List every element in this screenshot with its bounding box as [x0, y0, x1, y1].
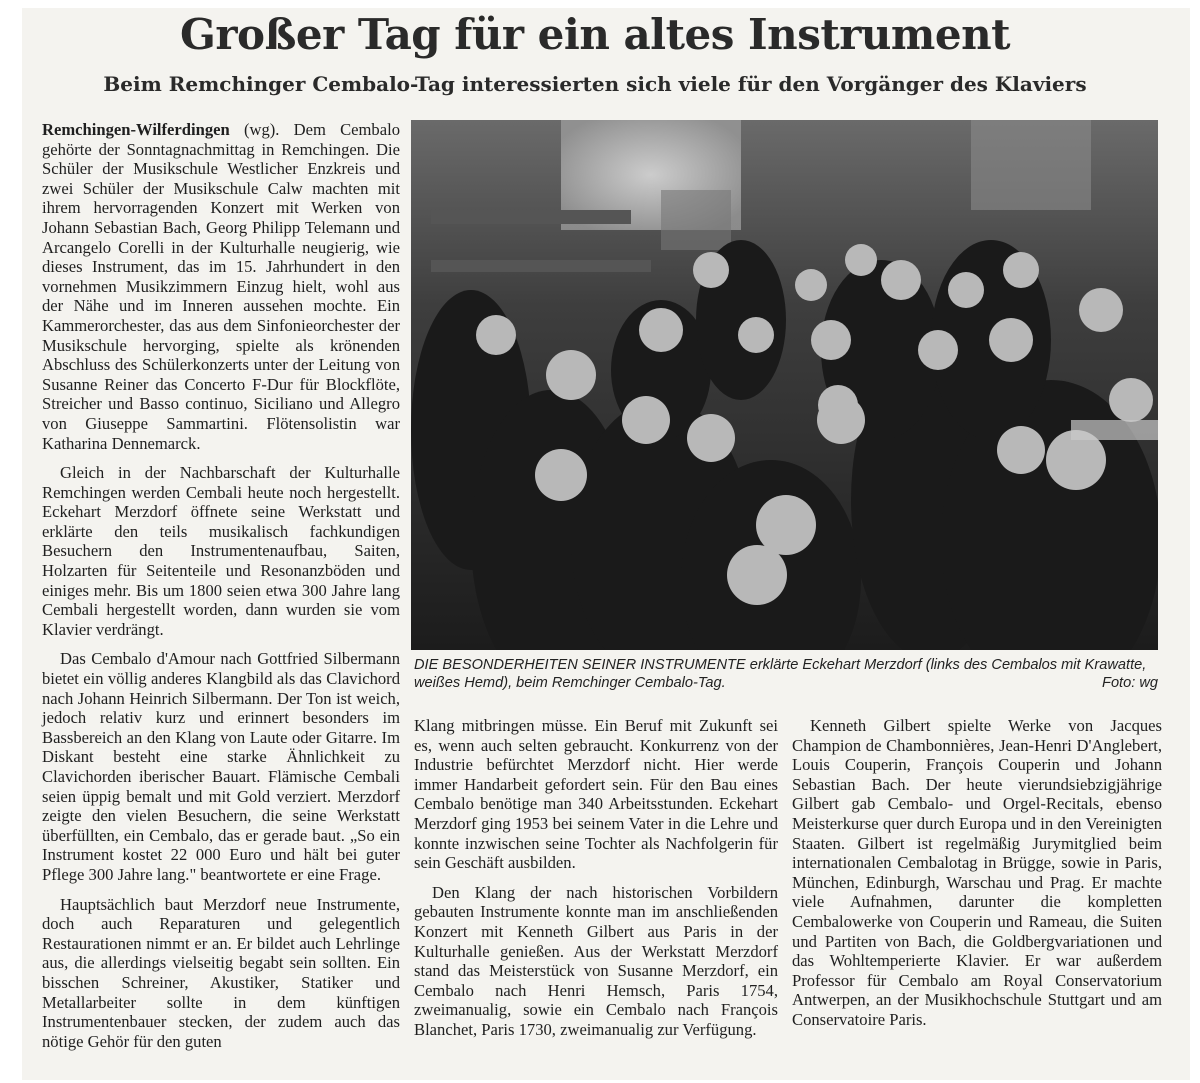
- paragraph: [42, 120, 400, 453]
- crowd-photo-image: [411, 120, 1158, 650]
- column-1: [42, 120, 400, 1060]
- column-3: [792, 716, 1162, 1056]
- paragraph: Hauptsächlich baut Merzdorf neue Instrumente, doch auch Reparaturen und gelegentlich Restaurationen nimmt er an. Er bildet auch Lehrlinge aus, die allerdings vielseitig begabt sein sollten. Ein bisschen Schreiner, Akustiker, Statiker und Metallarbeiter sollte in dem künftigen Instrumentenbauer stecken, der zudem auch das nötige Gehör für den guten: [42, 894, 400, 1051]
- article-headline: Großer Tag für ein altes Instrument: [179, 10, 1011, 59]
- workshop-photo: [411, 120, 1158, 650]
- caption-text: erklärte Eckehart Merzdorf (links des Cembalos mit Krawatte, weißes Hemd), beim Remchinger Cembalo-Tag.: [414, 657, 1147, 691]
- photo-caption: [414, 656, 1158, 692]
- column-2: [414, 716, 778, 1056]
- paragraph: Kenneth Gilbert spielte Werke von Jacques Champion de Chambonnières, Jean-Henri D'Anglebert, Louis Couperin, François Couperin und Johann Sebastian Bach. Der heute vierundsiebzigjährige Gilbert gab Cembalo- und Orgel-Recitals, ebenso Meisterkurse quer durch Europa und in den Vereinigten Staaten. Gilbert ist regelmäßig Jurymitglied beim internationalen Cembalotag in Brügge, sowie in Paris, München, Edinburgh, Warschau und Prag. Er machte viele Aufnahmen, darunter die kompletten Cembalowerke von Couperin und Rameau, die Suiten und Partiten von Bach, die Goldbergvariationen und das Wohltemperierte Klavier. Er war außerdem Professor für Cembalo am Royal Conservatorium Antwerpen, an der Musikhochschule Stuttgart und am Conservatoire Paris.: [792, 716, 1162, 1029]
- paragraph: Gleich in der Nachbarschaft der Kulturhalle Remchingen werden Cembali heute noch hergestellt. Eckehart Merzdorf öffnete seine Werkstatt und erklärte den teils musikalisch fachkundigen Besuchern den Instrumentenaufbau, Saiten, Holzarten für Seitenteile und Resonanzböden und einiges mehr. Bis um 1800 seien etwa 300 Jahre lang Cembali hergestellt worden, dann wurden sie vom Klavier verdrängt.: [42, 463, 400, 639]
- paragraph-text: (wg). Dem Cembalo gehörte der Sonntagnachmittag in Remchingen. Die Schüler der Musikschule Westlicher Enzkreis und zwei Schüler der Musikschule Calw machten mit ihrem hervorragenden Konzert mit Werken von Johann Sebastian Bach, Georg Philipp Telemann und Arcangelo Corelli in der Kulturhalle neugierig, wie dieses Instrument, das im 15. Jahrhundert in den vornehmen Musikzimmern Einzug hielt, wohl aus der Nähe und im Inneren aussehen mochte. Ein Kammerorchester, das aus dem Sinfonieorchester der Musikschule hervorging, spielte als krönenden Abschluss des Schülerkonzerts unter der Leitung von Susanne Reiner das Concerto F-Dur für Blockflöte, Streicher und Basso continuo, Siciliano und Allegro von Giuseppe Sammartini. Flötensolistin war Katharina Dennemarck.: [42, 120, 400, 453]
- paragraph: Klang mitbringen müsse. Ein Beruf mit Zukunft sei es, wenn auch selten gebraucht. Konkurrenz von der Industrie befürchtet Merzdorf nicht. Hier werde immer Handarbeit gefordert sein. Für den Bau eines Cembalo benötige man 340 Arbeitsstunden. Eckehart Merzdorf ging 1953 bei seinem Vater in die Lehre und konnte inzwischen seine Tochter als Nachfolgerin für sein Geschäft ausbilden.: [414, 716, 778, 873]
- paragraph: Den Klang der nach historischen Vorbildern gebauten Instrumente konnte man im anschließenden Konzert mit Kenneth Gilbert aus Paris in der Kulturhalle genießen. Aus der Werkstatt Merzdorf stand das Meisterstück von Susanne Merzdorf, ein Cembalo nach Henri Hemsch, Paris 1754, zweimanualig, sowie ein Cembalo nach François Blanchet, Paris 1730, zweimanualig zur Verfügung.: [414, 882, 778, 1039]
- photo-credit: Foto: wg: [1102, 675, 1158, 691]
- dateline: Remchingen-Wilferdingen: [42, 120, 230, 139]
- caption-lead: DIE BESONDERHEITEN SEINER INSTRUMENTE: [414, 657, 746, 673]
- article-subhead: Beim Remchinger Cembalo-Tag interessierten sich viele für den Vorgänger des Klaviers: [103, 72, 1087, 96]
- paragraph: Das Cembalo d'Amour nach Gottfried Silbermann bietet ein völlig anderes Klangbild als das Clavichord nach Johann Heinrich Silbermann. Der Ton ist weich, jedoch relativ kurz und erinnert besonders im Bassbereich an den Klang von Laute oder Gitarre. Im Diskant besteht eine starke Ähnlichkeit zu Clavichorden iberischer Bauart. Flämische Cembali seien üppig bemalt und mit Gold verziert. Merzdorf zeigte den vielen Besuchern, die seine Werkstatt überfüllten, ein Cembalo, das er gerade baut. „So ein Instrument kostet 22 000 Euro und hält bei guter Pflege 300 Jahre lang." beantwortete er eine Frage.: [42, 649, 400, 884]
